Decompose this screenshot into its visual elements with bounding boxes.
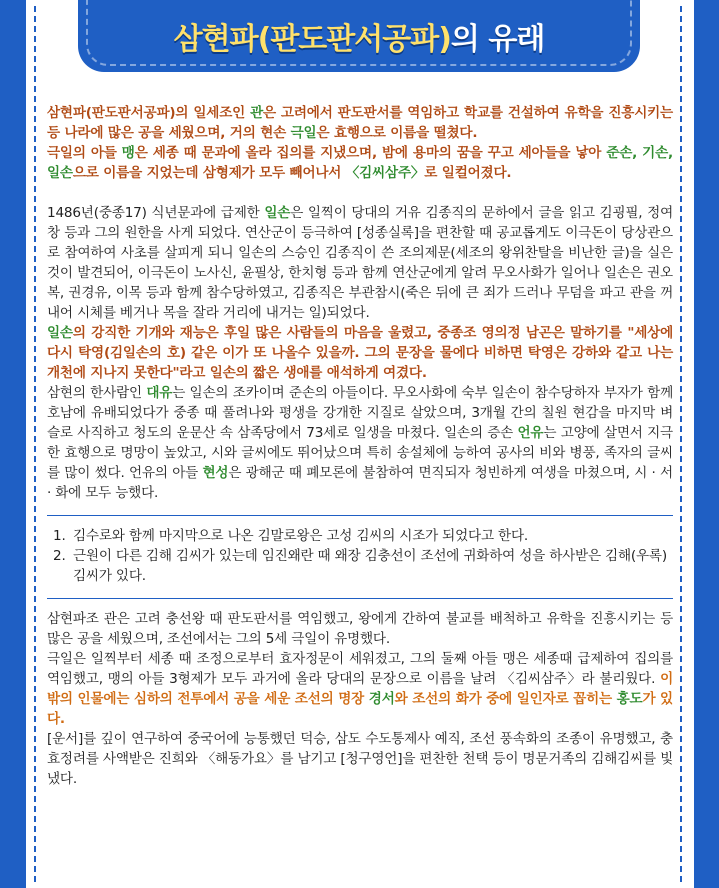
summary-highlight: 가 있다. — [47, 691, 673, 727]
title-banner — [78, 0, 640, 72]
lead-text: 삼현파(판도판서공파)의 일세조인 — [47, 105, 251, 121]
name-eonyu: 언유 — [517, 425, 544, 441]
lead-text: 으로 이름을 지었는데 삼형제가 모두 빼어나서 — [72, 165, 346, 181]
lead-text: 극일의 아들 — [47, 145, 122, 161]
footnote-text: 근원이 다른 김해 김씨가 있는데 임진왜란 때 왜장 김충선이 조선에 귀화하여 성을 하사받은 김해(우록) 김씨가 있다. — [73, 548, 667, 584]
name-maeng: 맹 — [121, 145, 135, 161]
body-text: 1486년(중종17) 식년문과에 급제한 — [47, 205, 265, 221]
name-ilson: 일손 — [47, 325, 73, 341]
title-suffix: 의 유래 — [450, 22, 545, 57]
name-geukil: 극일 — [290, 125, 317, 141]
body-text: 의 강직한 기개와 재능은 후일 많은 사람들의 마음을 울렸고, 중종조 영의정 남곤은 말하기를 "세상에 다시 탁영(김일손의 호) 같은 이가 또 나올수 있을까. 그의 문장을 물에다 비하면 탁영은 강하와 같고 나는 개천에 지나지 못한다"라고 일손의 짧은 생애를 애석하게 여겼다. — [47, 325, 673, 381]
footnotes — [47, 526, 673, 586]
summary-text: 극일은 일찍부터 세종 때 조정으로부터 효자정문이 세워졌고, 그의 둘째 아들 맹은 세종때 급제하여 집의를 역임했고, 맹의 아들 3형제가 모두 과거에 올라 당대의 문장으로 이름을 날려 〈김씨삼주〉라 불리웠다. — [47, 651, 673, 687]
body-paragraph-2 — [47, 323, 673, 383]
name-ilson: 일손 — [264, 205, 291, 221]
name-daeyu: 대유 — [146, 385, 173, 401]
footnote-item — [47, 546, 673, 586]
title-main: 삼현파(판도판서공파) — [173, 22, 451, 57]
banner-dotted-border — [86, 0, 632, 66]
body-text: 은 일찍이 당대의 거유 김종직의 문하에서 글을 읽고 김굉필, 정여창 등과 그의 원한을 사게 되었다. 연산군이 등극하여 [성종실록]을 편찬할 때 공교롭게도 이극돈이 당상관으로 참여하여 사초를 살피게 되니 일손의 스승인 김종직이 쓴 조의제문(세조의 왕위찬탈을 비난한 글)을 실은 것이 발견되어, 이극돈이 노사신, 윤필상, 한치형 등과 함께 연산군에게 알려 무오사화가 일어나 일손은 권오복, 권경유, 이목 등과 함께 참수당하였고, 김종직은 부관참시(죽은 뒤에 큰 죄가 드러나 무덤을 파고 관을 꺼내어 시체를 베거나 목을 잘라 거리에 내거는 일)되었다. — [47, 205, 673, 321]
divider — [47, 515, 673, 516]
lead-text: 은 고려에서 판도판서를 역임하고 학교를 건설하여 유학을 진흥시키는 등 나라에 많은 공을 세웠으며, 거의 현손 — [47, 105, 673, 141]
divider — [47, 598, 673, 599]
footnote-number: 1. — [53, 528, 66, 544]
name-gyeongseo: 경서 — [368, 691, 395, 707]
lead-text: 은 효행으로 이름을 떨쳤다. — [316, 125, 478, 141]
summary-highlight: 이밖의 인물에는 심하의 전투에서 공을 세운 조선의 명장 — [47, 671, 673, 707]
body-paragraph-1 — [47, 203, 673, 323]
name-hyeonseong: 현성 — [202, 465, 229, 481]
name-hongdo: 홍도 — [616, 691, 643, 707]
summary-paragraph-1: 삼현파조 관은 고려 충선왕 때 판도판서를 역임했고, 왕에게 간하여 불교를 배척하고 유학을 진흥시키는 등 많은 공을 세웠으며, 조선에서는 그의 5세 극일이 유명했다. — [47, 611, 673, 647]
name-gwan: 관 — [250, 105, 263, 121]
body-paragraph-3 — [47, 383, 673, 503]
body-text: 는 고양에 살면서 지극한 효행으로 명망이 높았고, 시와 글씨에도 뛰어났으며 특히 송설체에 능하여 공사의 비와 병풍, 족자의 글씨를 많이 썼다. 언유의 아들 — [47, 425, 673, 481]
body-text: 삼현의 한사람인 — [47, 385, 147, 401]
summary-highlight: 와 조선의 화가 중에 일인자로 꼽히는 — [394, 691, 617, 707]
lead-paragraph-1 — [47, 103, 673, 143]
footnote-text: 김수로와 함께 마지막으로 나온 김말로왕은 고성 김씨의 시조가 되었다고 한다. — [73, 528, 529, 544]
tag-gimssi-samju: 〈김씨삼주〉 — [345, 165, 425, 181]
names-three-sons: 준손, 기손, 일손 — [47, 145, 674, 181]
summary-paragraph-3: [운서]를 깊이 연구하여 중국어에 능통했던 덕승, 삼도 수도통제사 예직, 조선 풍속화의 조종이 유명했고, 충효정려를 사액받은 진희와 〈해동가요〉를 남기고 [청구영언]을 편찬한 천택 등이 명문거족의 김해김씨를 빛냈다. — [47, 731, 673, 787]
lead-paragraph-2 — [47, 143, 673, 183]
footnote-number: 2. — [53, 548, 66, 564]
lead-text: 은 세종 때 문과에 올라 집의를 지냈으며, 밤에 용마의 꿈을 꾸고 세아들을 낳아 — [134, 145, 607, 161]
body-text: 은 광해군 때 폐모론에 불참하여 면직되자 청빈하게 여생을 마쳤으며, 시 · 서 · 화에 모두 능했다. — [47, 465, 673, 501]
body-text: 는 일손의 조카이며 준손의 아들이다. 무오사화에 숙부 일손이 참수당하자 부자가 함께 호남에 유배되었다가 중종 때 풀려나와 평생을 강개한 지질로 살았으며, 3개월 간의 칠원 현감을 마지막 벼슬로 사직하고 청도의 운문산 속 삼족당에서 73세로 일생을 마쳤다. 일손의 증손 — [47, 385, 674, 441]
footnote-item — [47, 526, 673, 546]
lead-text: 로 일컬어졌다. — [424, 165, 512, 181]
summary-paragraph-2 — [47, 649, 673, 729]
main-content — [47, 103, 673, 789]
